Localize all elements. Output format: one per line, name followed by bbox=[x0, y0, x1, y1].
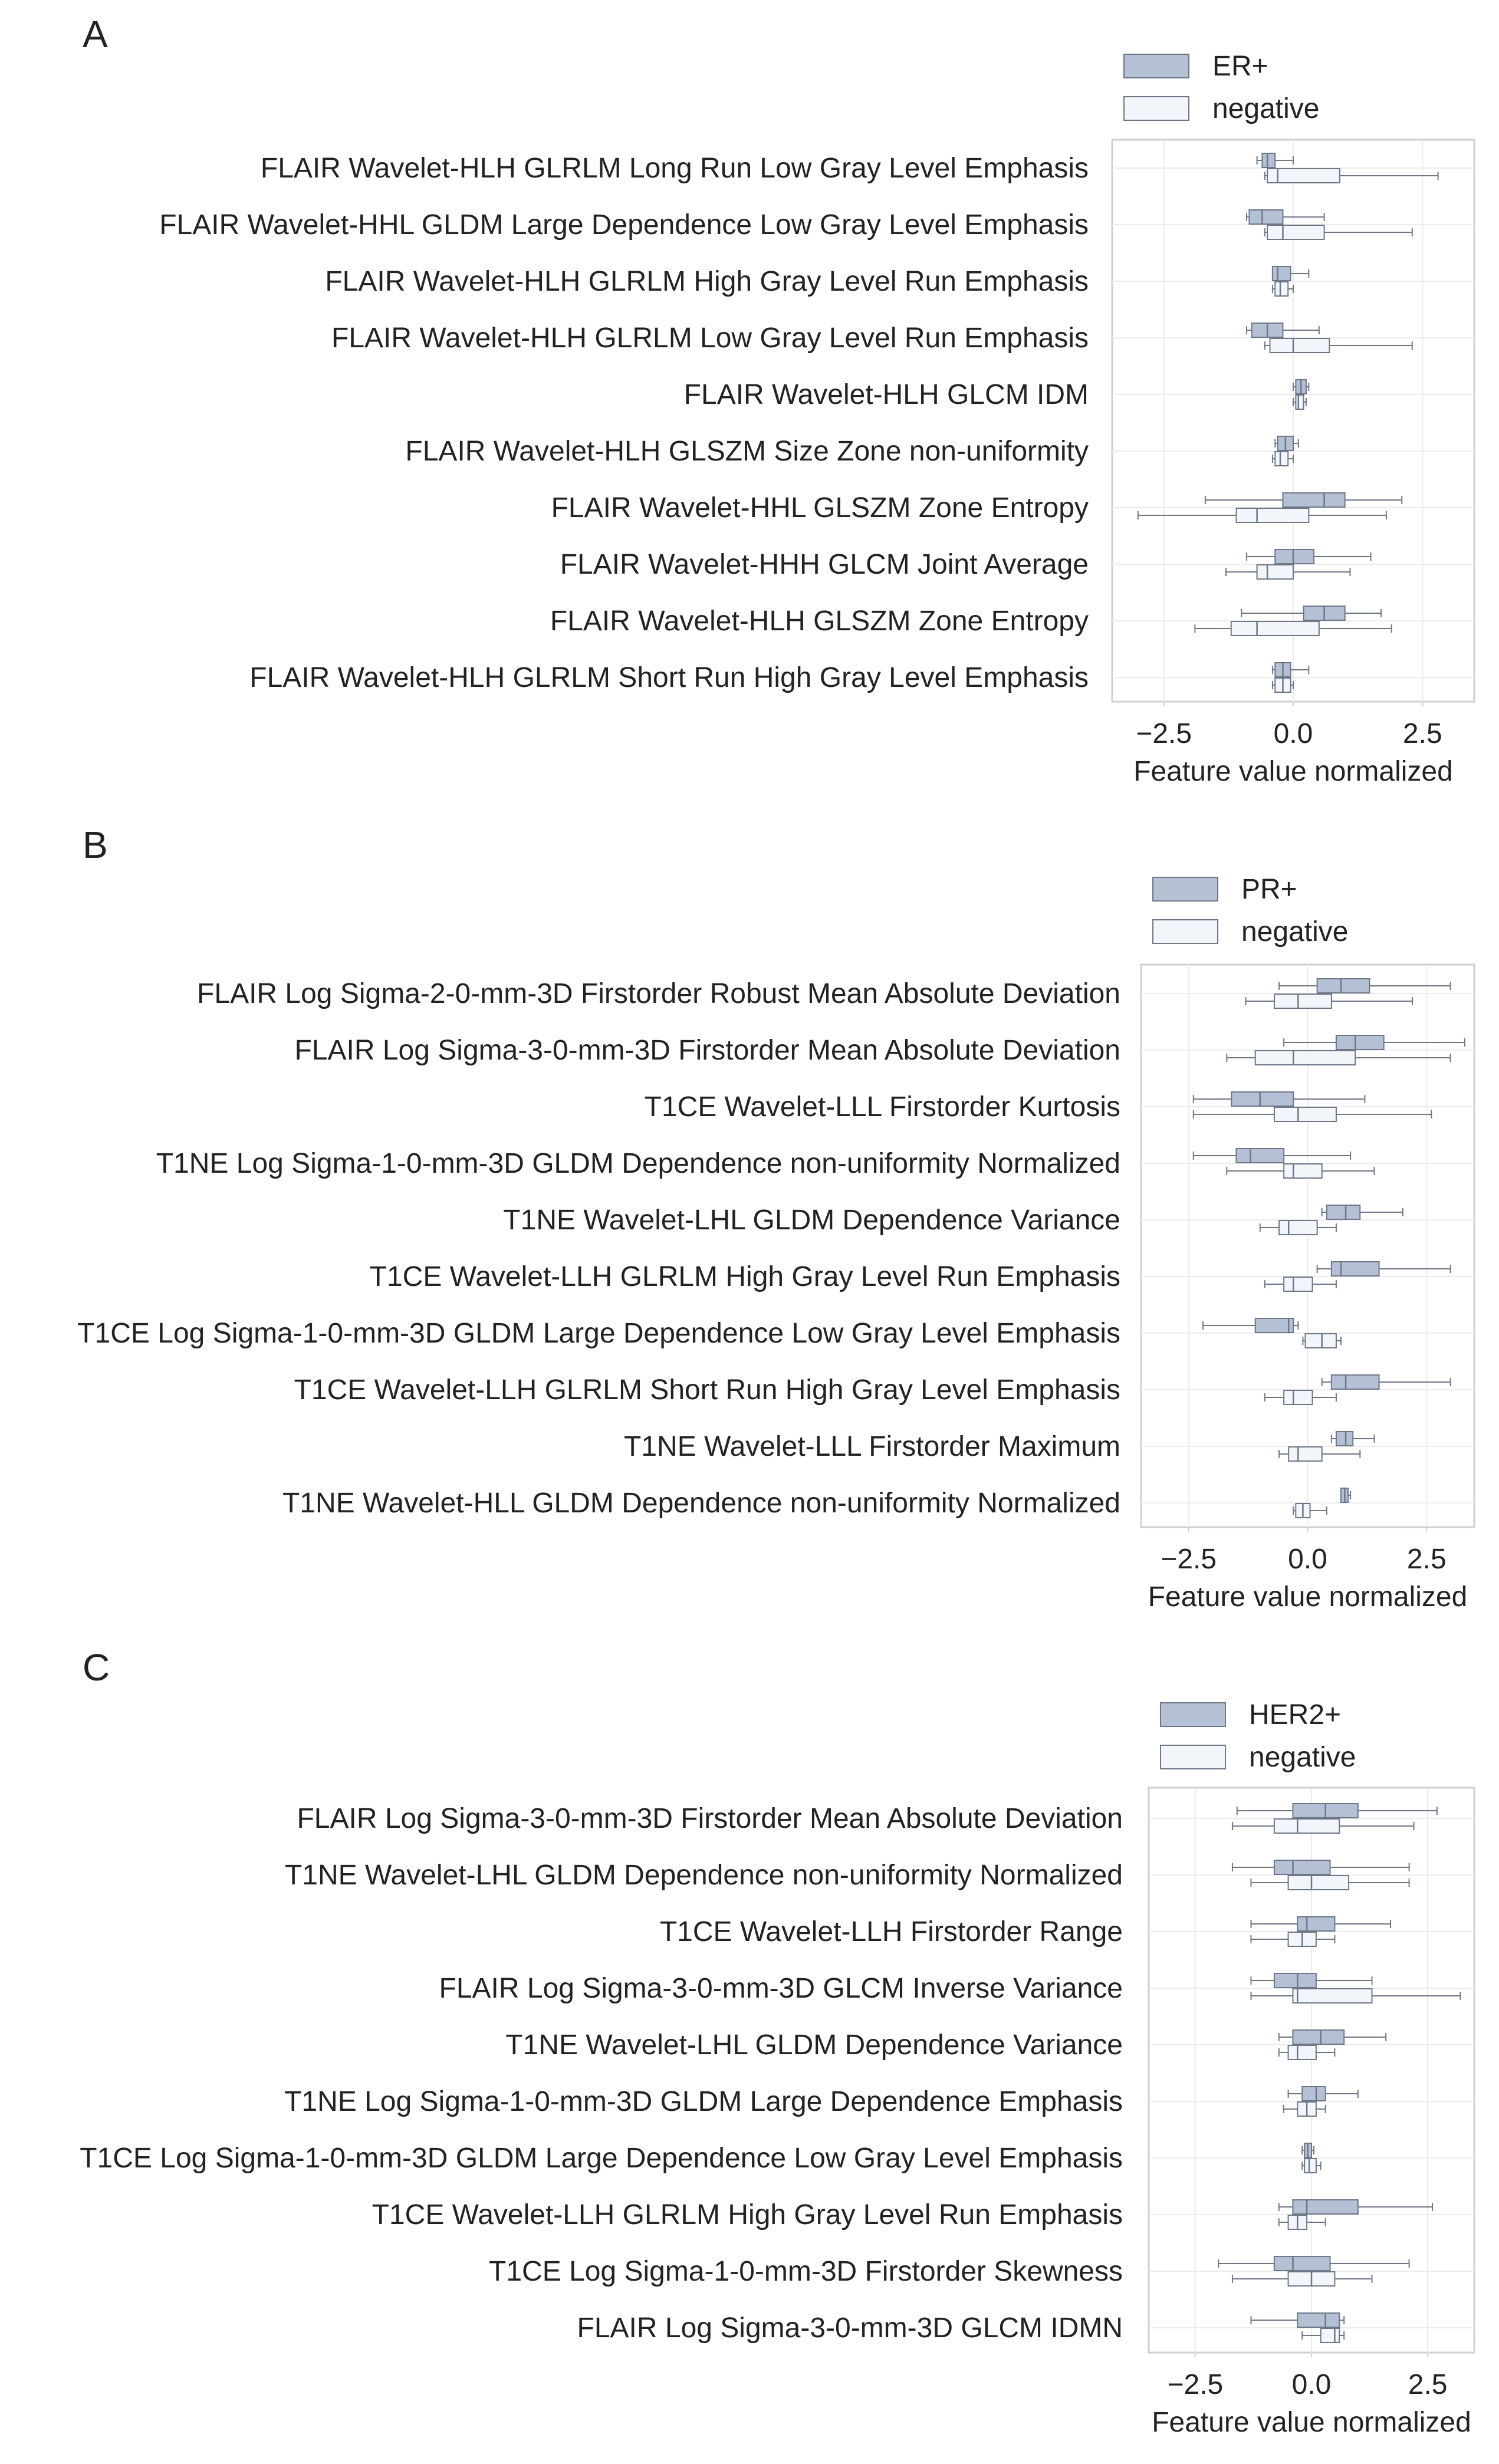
iqr-box bbox=[1255, 1318, 1294, 1333]
iqr-box bbox=[1267, 225, 1324, 239]
x-tick-label: 0.0 bbox=[1291, 2369, 1332, 2400]
iqr-box bbox=[1336, 1432, 1353, 1446]
legend-label: PR+ bbox=[1241, 874, 1297, 905]
feature-label: T1CE Log Sigma-1-0-mm-3D Firstorder Skewness bbox=[489, 2256, 1123, 2287]
iqr-box bbox=[1284, 1164, 1322, 1178]
x-axis-label: Feature value normalized bbox=[1152, 2407, 1471, 2438]
iqr-box bbox=[1297, 1917, 1334, 1931]
feature-label: T1CE Wavelet-LLH GLRLM Short Run High Gray Level Emphasis bbox=[294, 1374, 1120, 1406]
iqr-box bbox=[1284, 1277, 1312, 1291]
feature-label: FLAIR Wavelet-HLH GLSZM Zone Entropy bbox=[550, 606, 1089, 637]
feature-label: FLAIR Wavelet-HLH GLRLM Long Run Low Gray Level Emphasis bbox=[260, 153, 1089, 184]
panel-a bbox=[83, 13, 1474, 787]
box-positive bbox=[1293, 380, 1309, 394]
iqr-box bbox=[1327, 1205, 1360, 1219]
iqr-box bbox=[1249, 210, 1283, 224]
iqr-box bbox=[1332, 1262, 1379, 1276]
box-positive bbox=[1302, 2143, 1314, 2157]
x-tick-label: 0.0 bbox=[1273, 718, 1313, 749]
iqr-box bbox=[1293, 2030, 1344, 2044]
iqr-box bbox=[1257, 565, 1293, 579]
legend-swatch-positive bbox=[1124, 54, 1189, 78]
iqr-box bbox=[1283, 493, 1345, 507]
panel-c bbox=[80, 1646, 1474, 2438]
iqr-box bbox=[1255, 1051, 1356, 1065]
feature-label: FLAIR Wavelet-HHL GLDM Large Dependence Low Gray Level Emphasis bbox=[159, 209, 1089, 241]
iqr-box bbox=[1275, 550, 1314, 564]
iqr-box bbox=[1296, 395, 1303, 409]
legend-swatch-positive bbox=[1153, 877, 1218, 901]
iqr-box bbox=[1321, 2328, 1340, 2343]
iqr-box bbox=[1304, 2159, 1316, 2173]
legend-label: ER+ bbox=[1212, 51, 1268, 82]
x-tick-label: −2.5 bbox=[1136, 718, 1192, 749]
legend-label: HER2+ bbox=[1249, 1699, 1342, 1731]
iqr-box bbox=[1274, 1860, 1330, 1874]
iqr-box bbox=[1293, 1989, 1372, 2003]
feature-label: T1CE Wavelet-LLL Firstorder Kurtosis bbox=[644, 1091, 1120, 1123]
legend-swatch-negative bbox=[1153, 920, 1218, 943]
x-tick-label: 0.0 bbox=[1288, 1544, 1327, 1575]
feature-label: T1NE Wavelet-HLL GLDM Dependence non-uniformity Normalized bbox=[282, 1488, 1120, 1519]
feature-label: T1CE Wavelet-LLH Firstorder Range bbox=[659, 1916, 1123, 1947]
iqr-box bbox=[1288, 1447, 1322, 1461]
box-negative bbox=[1303, 1334, 1341, 1348]
feature-label: FLAIR Log Sigma-3-0-mm-3D GLCM Inverse Variance bbox=[439, 1973, 1123, 2004]
box-negative bbox=[1273, 678, 1293, 692]
x-axis-label: Feature value normalized bbox=[1133, 756, 1453, 787]
feature-label: T1NE Log Sigma-1-0-mm-3D GLDM Large Dependence Emphasis bbox=[284, 2086, 1123, 2117]
x-tick-label: −2.5 bbox=[1161, 1544, 1217, 1575]
feature-label: T1CE Wavelet-LLH GLRLM High Gray Level Run Emphasis bbox=[369, 1261, 1120, 1292]
iqr-box bbox=[1275, 282, 1288, 296]
feature-label: FLAIR Wavelet-HLH GLSZM Size Zone non-uniformity bbox=[405, 436, 1089, 467]
iqr-box bbox=[1237, 508, 1309, 522]
x-tick-label: 2.5 bbox=[1406, 1544, 1447, 1575]
iqr-box bbox=[1302, 2087, 1325, 2101]
legend-swatch-negative bbox=[1161, 1745, 1225, 1769]
feature-label: FLAIR Wavelet-HLH GLRLM Low Gray Level Run Emphasis bbox=[331, 323, 1089, 354]
panel-letter: B bbox=[83, 824, 108, 866]
iqr-box bbox=[1284, 1390, 1312, 1404]
iqr-box bbox=[1274, 2256, 1330, 2271]
feature-label: FLAIR Wavelet-HLH GLRLM Short Run High Gray Level Emphasis bbox=[249, 662, 1089, 693]
panel-letter: A bbox=[83, 13, 108, 55]
panel-b bbox=[77, 824, 1474, 1613]
iqr-box bbox=[1332, 1375, 1379, 1389]
iqr-box bbox=[1288, 1876, 1349, 1890]
feature-label: T1NE Wavelet-LLL Firstorder Maximum bbox=[624, 1431, 1120, 1462]
iqr-box bbox=[1274, 1107, 1336, 1121]
iqr-box bbox=[1336, 1035, 1384, 1050]
x-tick-label: −2.5 bbox=[1167, 2369, 1224, 2400]
feature-label: FLAIR Log Sigma-3-0-mm-3D Firstorder Mean Absolute Deviation bbox=[294, 1035, 1120, 1066]
iqr-box bbox=[1270, 338, 1330, 353]
iqr-box bbox=[1317, 979, 1370, 993]
iqr-box bbox=[1273, 267, 1291, 281]
iqr-box bbox=[1288, 2045, 1316, 2060]
feature-label: FLAIR Wavelet-HHH GLCM Joint Average bbox=[560, 549, 1089, 580]
legend-label: negative bbox=[1241, 916, 1349, 948]
iqr-box bbox=[1274, 1819, 1339, 1833]
iqr-box bbox=[1297, 2313, 1339, 2327]
iqr-box bbox=[1275, 452, 1288, 466]
x-axis-label: Feature value normalized bbox=[1148, 1581, 1468, 1613]
legend-label: negative bbox=[1212, 93, 1320, 124]
iqr-box bbox=[1305, 1334, 1336, 1348]
iqr-box bbox=[1274, 994, 1332, 1008]
legend-label: negative bbox=[1249, 1742, 1356, 1773]
feature-label: T1NE Wavelet-LHL GLDM Dependence non-uniformity Normalized bbox=[284, 1860, 1123, 1891]
feature-label: FLAIR Wavelet-HLH GLCM IDM bbox=[683, 379, 1089, 410]
feature-label: T1NE Wavelet-LHL GLDM Dependence Variance bbox=[505, 2029, 1123, 2061]
panel-letter: C bbox=[83, 1646, 110, 1689]
x-tick-label: 2.5 bbox=[1408, 2369, 1448, 2400]
iqr-box bbox=[1293, 2200, 1357, 2214]
feature-label: T1NE Wavelet-LHL GLDM Dependence Variance bbox=[503, 1205, 1120, 1236]
feature-label: FLAIR Log Sigma-3-0-mm-3D GLCM IDMN bbox=[577, 2312, 1123, 2344]
feature-label: T1CE Log Sigma-1-0-mm-3D GLDM Large Dependence Low Gray Level Emphasis bbox=[77, 1318, 1120, 1349]
feature-label: FLAIR Log Sigma-3-0-mm-3D Firstorder Mean Absolute Deviation bbox=[297, 1803, 1123, 1834]
feature-label: FLAIR Log Sigma-2-0-mm-3D Firstorder Robust Mean Absolute Deviation bbox=[197, 978, 1120, 1009]
iqr-box bbox=[1236, 1149, 1284, 1163]
feature-label: FLAIR Wavelet-HLH GLRLM High Gray Level Run Emphasis bbox=[325, 266, 1089, 297]
feature-label: T1NE Log Sigma-1-0-mm-3D GLDM Dependence non-uniformity Normalized bbox=[156, 1148, 1120, 1179]
feature-label: T1CE Log Sigma-1-0-mm-3D GLDM Large Dependence Low Gray Level Emphasis bbox=[80, 2143, 1123, 2174]
iqr-box bbox=[1231, 1092, 1293, 1106]
iqr-box bbox=[1262, 153, 1275, 167]
iqr-box bbox=[1279, 1221, 1317, 1235]
iqr-box bbox=[1231, 621, 1319, 636]
iqr-box bbox=[1274, 1973, 1316, 1988]
feature-label: T1CE Wavelet-LLH GLRLM High Gray Level Run Emphasis bbox=[372, 2199, 1123, 2231]
feature-label: FLAIR Wavelet-HHL GLSZM Zone Entropy bbox=[551, 492, 1089, 524]
legend-swatch-negative bbox=[1124, 97, 1189, 120]
legend-swatch-positive bbox=[1161, 1703, 1225, 1726]
x-tick-label: 2.5 bbox=[1402, 718, 1442, 749]
